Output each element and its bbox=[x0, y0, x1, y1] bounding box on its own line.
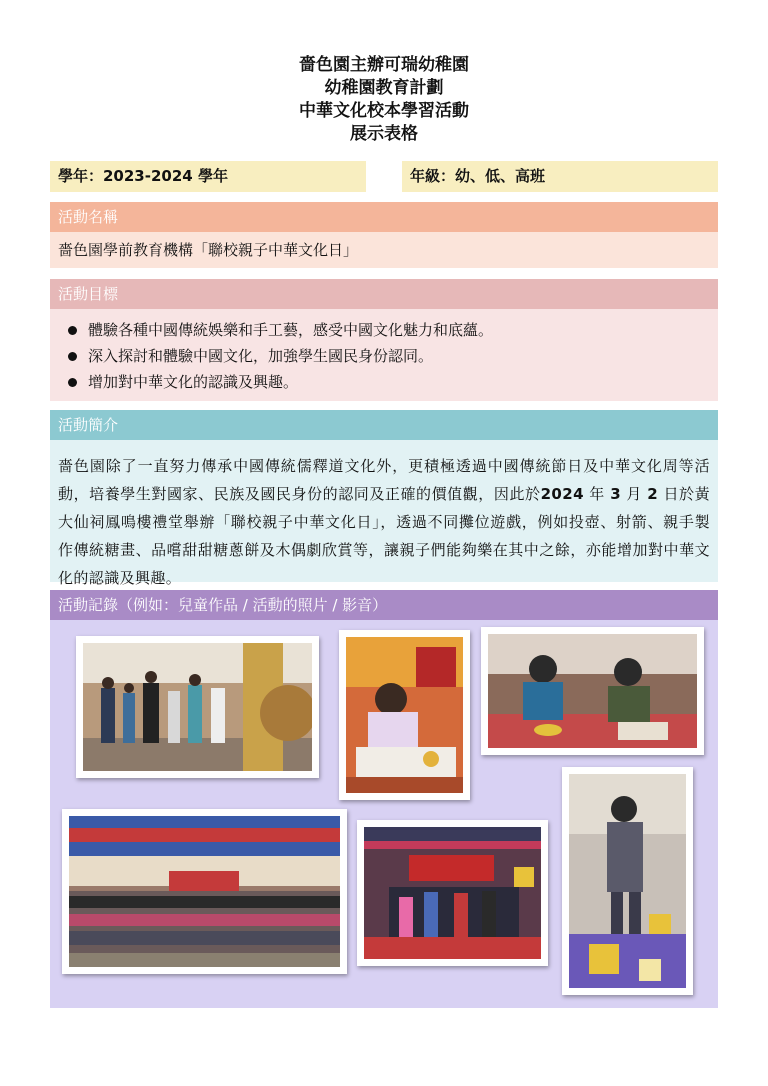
title-line-activity: 中華文化校本學習活動 bbox=[299, 101, 469, 121]
goals-list bbox=[58, 317, 710, 395]
document-title bbox=[0, 54, 768, 146]
bullet-icon bbox=[68, 352, 77, 361]
list-item: 增加對中華文化的認識及興趣。 bbox=[58, 369, 710, 395]
activity-goals-heading: 活動目標 bbox=[50, 279, 718, 309]
list-item: 深入探討和體驗中國文化，加強學生國民身份認同。 bbox=[58, 343, 710, 369]
intro-year: 2024 bbox=[540, 485, 584, 503]
bullet-icon bbox=[68, 378, 77, 387]
activity-record-heading: 活動記錄（例如：兒童作品 / 活動的照片 / 影音） bbox=[50, 590, 718, 620]
list-item: 體驗各種中國傳統娛樂和手工藝，感受中國文化魅力和底蘊。 bbox=[58, 317, 710, 343]
photo-sugar-painting bbox=[339, 630, 470, 800]
intro-month: 3 bbox=[610, 485, 622, 503]
activity-name-heading: 活動名稱 bbox=[50, 202, 718, 232]
title-line-organizer: 嗇色園主辦可瑞幼稚園 bbox=[299, 55, 469, 75]
activity-intro-body: 嗇色園除了一直努力傳承中國傳統儒釋道文化外，更積極透過中國傳統節日及中華文化周等活動，培養學生對國家、民族及國民身份的認同及正確的價值觀，因此於2024 年 3 月 2 日於黃大仙祠鳳鳴樓禮堂舉辦「聯校親子中華文化日」，透過不同攤位遊戲，例如投壺、射箭、親手製作傳統糖畫、品嚐甜甜糖蔥餅及木偶劇欣賞等，讓親子們能夠樂在其中之餘，亦能增加對中華文化的認識及興趣。 bbox=[50, 440, 718, 582]
bullet-icon bbox=[68, 326, 77, 335]
photo-archery-child bbox=[562, 767, 693, 995]
title-line-form: 展示表格 bbox=[350, 124, 418, 144]
intro-day: 2 bbox=[647, 485, 659, 503]
grade-text: 年級：幼、低、高班 bbox=[410, 167, 546, 185]
photo-booth-crowd bbox=[76, 636, 319, 778]
school-year-box bbox=[50, 161, 366, 192]
photo-group bbox=[62, 809, 347, 974]
activity-name-value: 嗇色園學前教育機構「聯校親子中華文化日」 bbox=[50, 232, 718, 268]
activity-intro-heading: 活動簡介 bbox=[50, 410, 718, 440]
photo-puppet-stage bbox=[357, 820, 548, 966]
school-year-text: 學年：2023-2024 學年 bbox=[58, 167, 228, 185]
grade-box bbox=[402, 161, 718, 192]
photo-kids-crafts bbox=[481, 627, 704, 755]
title-line-plan: 幼稚園教育計劃 bbox=[324, 78, 444, 98]
activity-goals-body bbox=[50, 309, 718, 401]
